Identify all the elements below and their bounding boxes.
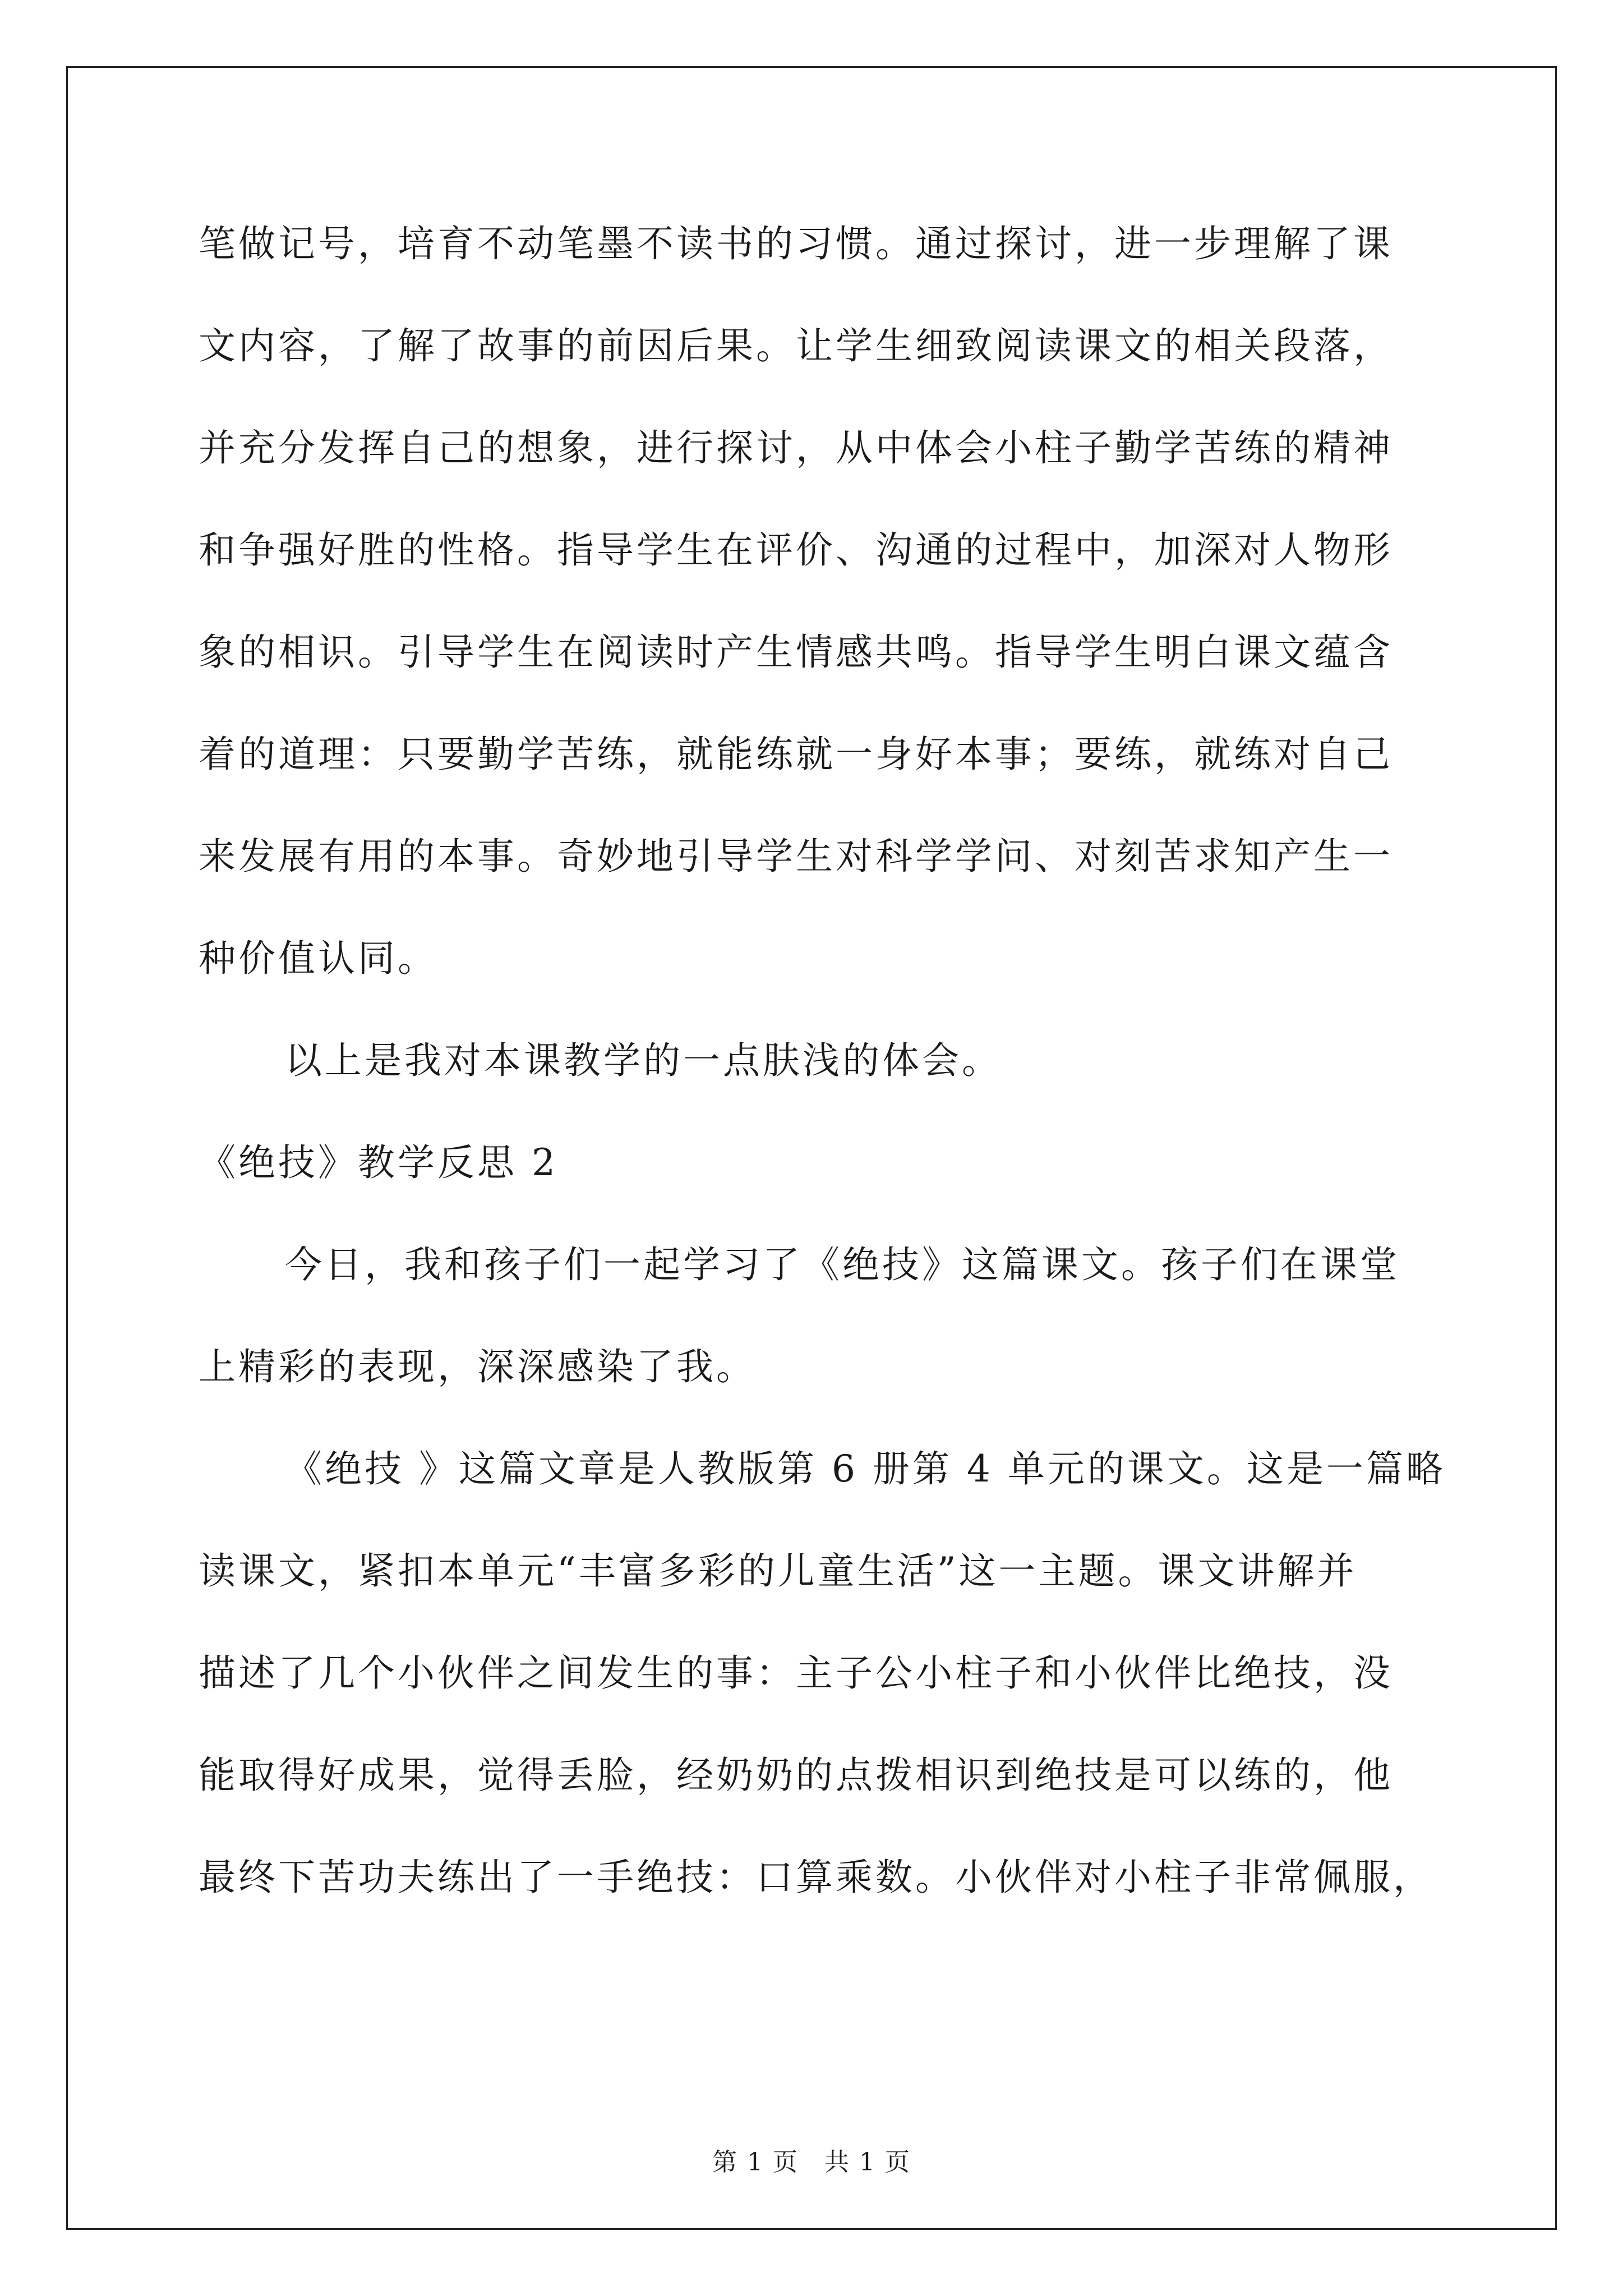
text-line-2: 文内容，了解了故事的前因后果。让学生细致阅读课文的相关段落， <box>199 324 1393 367</box>
text-line-5: 象的相识。引导学生在阅读时产生情感共鸣。指导学生明白课文蕴含 <box>199 631 1393 674</box>
text-line-7: 来发展有用的本事。奇妙地引导学生对科学学问、对刻苦求知产生一 <box>199 835 1393 878</box>
paragraph-closing: 以上是我对本课教学的一点肤浅的体会。 <box>285 1039 1002 1082</box>
section-heading: 《绝技》教学反思 2 <box>199 1141 558 1184</box>
text-line-1: 笔做记号，培育不动笔墨不读书的习惯。通过探讨，进一步理解了课 <box>199 222 1393 265</box>
text-line-14: 读课文，紧扣本单元“丰富多彩的儿童生活”这一主题。课文讲解并 <box>199 1549 1357 1593</box>
text-line-4: 和争强好胜的性格。指导学生在评价、沟通的过程中，加深对人物形 <box>199 528 1393 572</box>
text-line-6: 着的道理：只要勤学苦练，就能练就一身好本事；要练，就练对自己 <box>199 733 1393 776</box>
text-line-13: 《绝技 》这篇文章是人教版第 6 册第 4 单元的课文。这是一篇略 <box>285 1447 1446 1490</box>
text-line-16: 能取得好成果，觉得丢脸，经奶奶的点拨相识到绝技是可以练的，他 <box>199 1754 1393 1797</box>
text-line-15: 描述了几个小伙伴之间发生的事：主子公小柱子和小伙伴比绝技，没 <box>199 1651 1393 1695</box>
text-line-11: 今日，我和孩子们一起学习了《绝技》这篇课文。孩子们在课堂 <box>285 1243 1400 1286</box>
text-line-17: 最终下苦功夫练出了一手绝技：口算乘数。小伙伴对小柱子非常佩服， <box>199 1856 1433 1899</box>
text-line-3: 并充分发挥自己的想象，进行探讨，从中体会小柱子勤学苦练的精神 <box>199 426 1393 470</box>
page-footer: 第 1 页 共 1 页 <box>712 2148 911 2177</box>
text-line-12: 上精彩的表现，深深感染了我。 <box>199 1345 756 1388</box>
text-line-8: 种价值认同。 <box>199 937 437 980</box>
